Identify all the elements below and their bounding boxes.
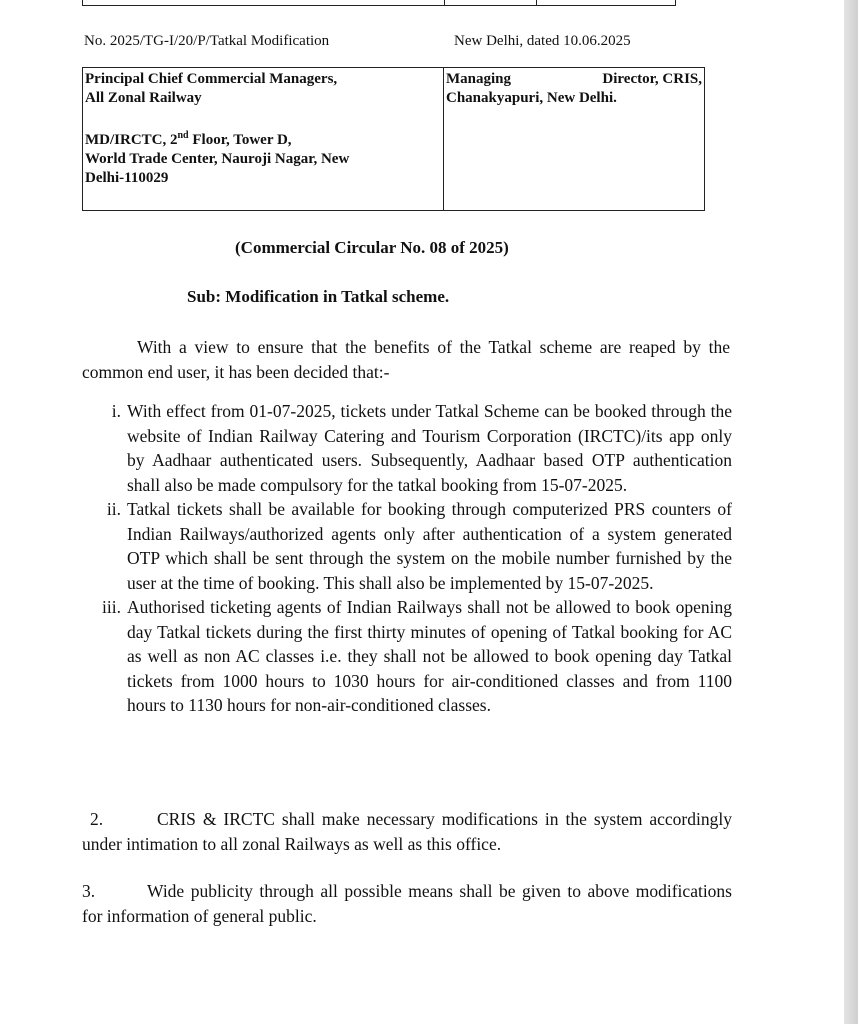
irctc-address-line: Delhi-110029 (85, 170, 169, 186)
paragraph-2: 2. CRIS & IRCTC shall make necessary modifications in the system accordingly under intimation to all zonal Railways as well as this office. (82, 809, 732, 854)
intro-paragraph: With a view to ensure that the benefits of the Tatkal scheme are reaped by the common end user, it has been decided that:- (82, 337, 730, 382)
cris-address-line: Chanakyapuri, New Delhi. (446, 90, 617, 106)
list-item: i. With effect from 01-07-2025, tickets under Tatkal Scheme can be booked through the website of Indian Railway Catering and Tourism Corporation (IRCTC)/its app only by Aadhaar authenticated users. Subsequently, Aadhaar based OTP authentication shall also be made compulsory for the tatkal booking from 15-07-2025. (111, 401, 732, 495)
circular-title: (Commercial Circular No. 08 of 2025) (235, 238, 509, 257)
irctc-address-line: MD/IRCTC, 2nd Floor, Tower D, (85, 130, 292, 148)
list-item: ii. Tatkal tickets shall be available for booking through computerized PRS counters of Indian Railways/authorized agents only after authentication of a system generated OTP which shall be sent through the system on the mobile number furnished by the user at the time of booking. This shall also be implemented by 15-07-2025. (106, 499, 732, 593)
paragraph-3: 3. Wide publicity through all possible means shall be given to above modifications for information of general public. (82, 881, 732, 926)
addressee-left-cell (83, 68, 444, 211)
cris-address-line: Managing Director, CRIS, (446, 71, 702, 87)
irctc-address-line: World Trade Center, Nauroji Nagar, New (85, 151, 350, 167)
addressee-right-cell (444, 68, 705, 211)
list-item: iii. Authorised ticketing agents of Indian Railways shall not be allowed to book opening day Tatkal tickets during the first thirty minutes of opening of Tatkal booking for AC as well as non AC classes i.e. they shall not be allowed to book opening day Tatkal tickets from 1000 hours to 1030 hours for air-conditioned classes and from 1100 hours to 1130 hours for non-air-conditioned classes. (102, 597, 732, 715)
addressee-table (82, 67, 705, 211)
place-date: New Delhi, dated 10.06.2025 (454, 33, 631, 49)
page-edge (844, 0, 858, 1024)
subject-line: Sub: Modification in Tatkal scheme. (187, 287, 450, 306)
decision-list (82, 399, 732, 718)
reference-number: No. 2025/TG-I/20/P/Tatkal Modification (84, 33, 330, 49)
addressee-line: All Zonal Railway (85, 90, 202, 106)
addressee-line: Principal Chief Commercial Managers, (85, 71, 338, 87)
top-table-border (0, 0, 858, 8)
